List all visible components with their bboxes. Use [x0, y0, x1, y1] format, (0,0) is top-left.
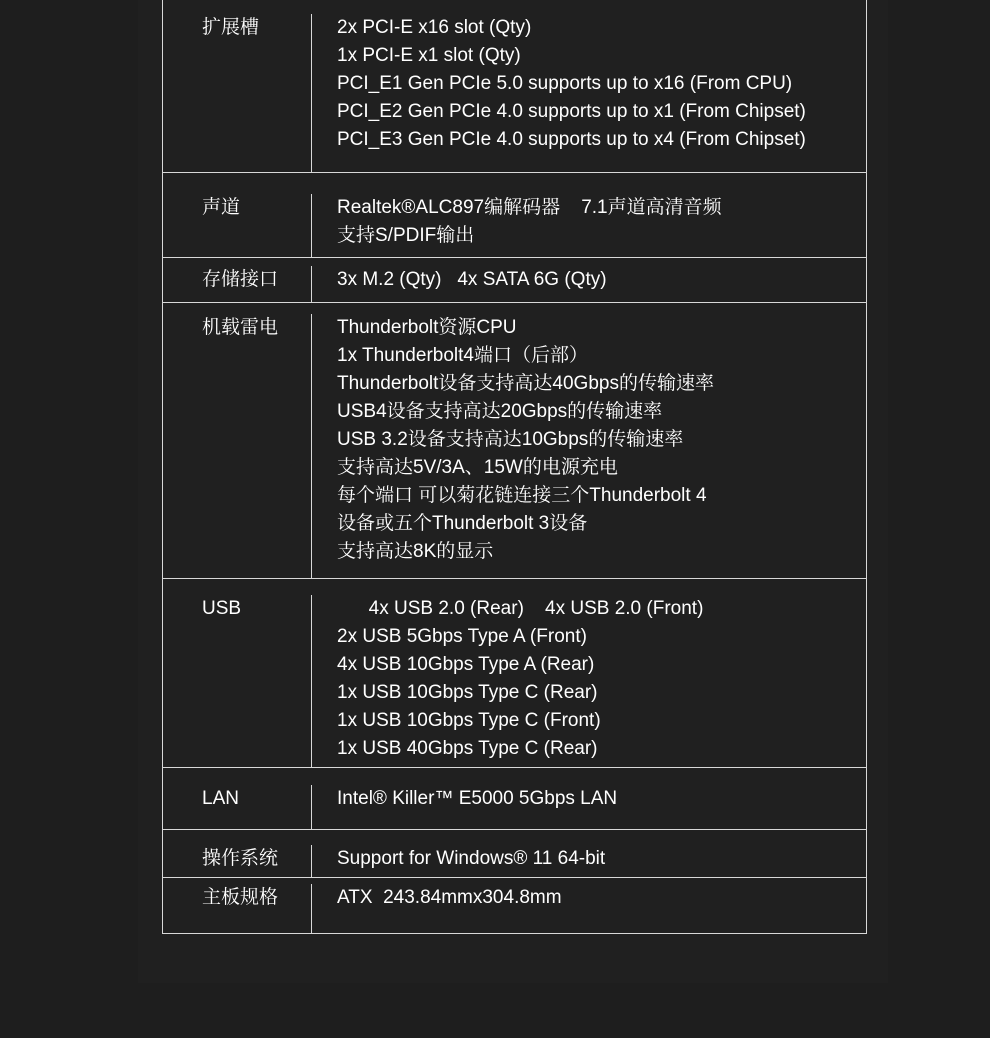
spec-value-line: ATX 243.84mmx304.8mm — [337, 887, 562, 908]
spec-values — [312, 845, 866, 877]
spec-value-line: PCI_E1 Gen PCIe 5.0 supports up to x16 (From CPU) — [337, 73, 793, 94]
spec-label: 机载雷电 — [163, 314, 312, 578]
spec-label: 声道 — [163, 194, 312, 257]
spec-label: 主板规格 — [163, 884, 312, 933]
spec-value-line: Intel® Killer™ E5000 5Gbps LAN — [337, 788, 618, 809]
spec-label: 扩展槽 — [163, 14, 312, 172]
spec-label: LAN — [163, 785, 312, 829]
spec-row-lan — [163, 767, 866, 829]
spec-row-form-factor — [163, 877, 866, 933]
spec-value-line: PCI_E2 Gen PCIe 4.0 supports up to x1 (From Chipset) — [337, 101, 806, 122]
spec-value-line: USB4设备支持高达20Gbps的传输速率 — [337, 401, 663, 422]
spec-values — [312, 266, 866, 302]
spec-label: 操作系统 — [163, 845, 312, 877]
spec-value-line: Realtek®ALC897编解码器 7.1声道高清音频 — [337, 197, 722, 218]
spec-label: USB — [163, 595, 312, 767]
spec-value-line: USB 3.2设备支持高达10Gbps的传输速率 — [337, 429, 684, 450]
spec-value-line: 4x USB 10Gbps Type A (Rear) — [337, 654, 595, 675]
spec-value-line: 支持高达5V/3A、15W的电源充电 — [337, 457, 618, 478]
spec-values — [312, 884, 866, 933]
spec-value-line: 设备或五个Thunderbolt 3设备 — [337, 513, 588, 534]
spec-value-line: 每个端口 可以菊花链连接三个Thunderbolt 4 — [337, 485, 707, 506]
spec-values — [312, 785, 866, 829]
spec-value-line: 1x Thunderbolt4端口（后部） — [337, 345, 588, 366]
spec-row-usb — [163, 578, 866, 767]
spec-value-line: 支持S/PDIF输出 — [337, 225, 475, 246]
spec-row-os — [163, 829, 866, 877]
spec-value-line: 4x USB 2.0 (Rear) 4x USB 2.0 (Front) — [337, 598, 704, 619]
spec-row-storage — [163, 257, 866, 302]
spec-value-line: 1x USB 10Gbps Type C (Rear) — [337, 682, 598, 703]
spec-value-line: 1x USB 40Gbps Type C (Rear) — [337, 738, 598, 759]
spec-table — [162, 0, 867, 934]
spec-value-line: Thunderbolt资源CPU — [337, 317, 517, 338]
spec-value-line: PCI_E3 Gen PCIe 4.0 supports up to x4 (From Chipset) — [337, 129, 806, 150]
spec-value-line: 1x USB 10Gbps Type C (Front) — [337, 710, 601, 731]
spec-values — [312, 595, 866, 767]
spec-row-audio — [163, 172, 866, 257]
spec-values — [312, 314, 866, 578]
spec-row-thunderbolt — [163, 302, 866, 578]
spec-value-line: 2x PCI-E x16 slot (Qty) — [337, 17, 532, 38]
spec-value-line: Support for Windows® 11 64-bit — [337, 848, 606, 869]
spec-value-line: 1x PCI-E x1 slot (Qty) — [337, 45, 521, 66]
spec-value-line: 3x M.2 (Qty) 4x SATA 6G (Qty) — [337, 269, 607, 290]
spec-value-line: Thunderbolt设备支持高达40Gbps的传输速率 — [337, 373, 714, 394]
spec-label: 存储接口 — [163, 266, 312, 302]
spec-value-line: 支持高达8K的显示 — [337, 541, 494, 562]
spec-values — [312, 194, 866, 257]
spec-row-expansion-slots — [163, 0, 866, 172]
spec-value-line: 2x USB 5Gbps Type A (Front) — [337, 626, 587, 647]
spec-values — [312, 14, 866, 172]
